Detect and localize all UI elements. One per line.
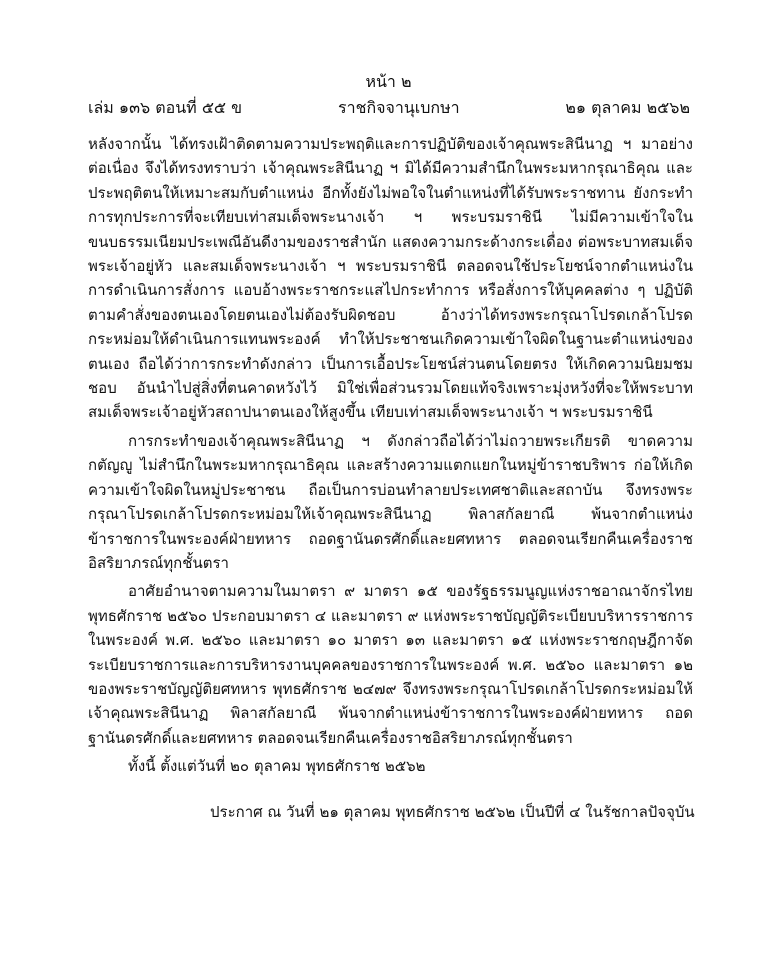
announcement-body xyxy=(88,132,693,779)
body-paragraph-2: การกระทำของเจ้าคุณพระสินีนาฏ ฯ ดังกล่าวถือได้ว่าไม่ถวายพระเกียรติ ขาดความกตัญญู ไม่สำนึกในพระมหากรุณาธิคุณ และสร้างความแตกแยกในหมู่ข้าราชบริพาร ก่อให้เกิดความเข้าใจผิดในหมู่ประชาชน ถือเป็นการบ่อนทำลายประเทศชาติและสถาบัน จึงทรงพระกรุณาโปรดเกล้าโปรดกระหม่อมให้เจ้าคุณพระสินีนาฏ พิลาสกัลยาณี พ้นจากตำแหน่งข้าราชการในพระองค์ฝ่ายทหาร ถอดฐานันดรศักดิ์และยศทหาร ตลอดจนเรียกคืนเครื่องราชอิสริยาภรณ์ทุกชั้นตรา xyxy=(88,431,693,572)
volume-issue: เล่ม ๑๓๖ ตอนที่ ๕๕ ข xyxy=(88,98,243,117)
publication-title: ราชกิจจานุเบกษา xyxy=(338,98,460,117)
body-paragraph-1: หลังจากนั้น ได้ทรงเฝ้าติดตามความประพฤติและการปฏิบัติของเจ้าคุณพระสินีนาฏ ฯ มาอย่างต่อเนื่อง จึงได้ทรงทราบว่า เจ้าคุณพระสินีนาฏ ฯ มิได้มีความสำนึกในพระมหากรุณาธิคุณ และประพฤติตนให้เหมาะสมกับตำแหน่ง อีกทั้งยังไม่พอใจในตำแหน่งที่ได้รับพระราชทาน ยังกระทำการทุกประการที่จะเทียบเท่าสมเด็จพระนางเจ้า ฯ พระบรมราชินี ไม่มีความเข้าใจในขนบธรรมเนียมประเพณีอันดีงามของราชสำนัก แสดงความกระด้างกระเดื่อง ต่อพระบาทสมเด็จพระเจ้าอยู่หัว และสมเด็จพระนางเจ้า ฯ พระบรมราชินี ตลอดจนใช้ประโยชน์จากตำแหน่งในการดำเนินการสั่งการ แอบอ้างพระราชกระแสไปกระทำการ หรือสั่งการให้บุคคลต่าง ๆ ปฏิบัติตามคำสั่งของตนเองโดยตนเองไม่ต้องรับผิดชอบ อ้างว่าได้ทรงพระกรุณาโปรดเกล้าโปรดกระหม่อมให้ดำเนินการแทนพระองค์ ทำให้ประชาชนเกิดความเข้าใจผิดในฐานะตำแหน่งของตนเอง ถือได้ว่าการกระทำดังกล่าว เป็นการเอื้อประโยชน์ส่วนตนโดยตรง ให้เกิดความนิยมชมชอบ อันนำไปสู่สิ่งที่ตนคาดหวังไว้ มิใช่เพื่อส่วนรวมโดยแท้จริงเพราะมุ่งหวังที่จะให้พระบาทสมเด็จพระเจ้าอยู่หัวสถาปนาตนเองให้สูงขึ้น เทียบเท่าสมเด็จพระนางเจ้า ฯ พระบรมราชินี xyxy=(88,135,693,422)
gazette-header xyxy=(88,96,690,120)
body-paragraph-4: ทั้งนี้ ตั้งแต่วันที่ ๒๐ ตุลาคม พุทธศักราช ๒๕๖๒ xyxy=(128,757,426,776)
proclamation-line: ประกาศ ณ วันที่ ๒๑ ตุลาคม พุทธศักราช ๒๕๖๒ เป็นปีที่ ๔ ในรัชกาลปัจจุบัน xyxy=(210,803,695,821)
publication-date: ๒๑ ตุลาคม ๒๕๖๒ xyxy=(565,98,690,117)
page-number: หน้า ๒ xyxy=(365,72,412,91)
body-paragraph-3: อาศัยอำนาจตามความในมาตรา ๙ มาตรา ๑๕ ของรัฐธรรมนูญแห่งราชอาณาจักรไทย พุทธศักราช ๒๕๖๐ ประกอบมาตรา ๔ และมาตรา ๙ แห่งพระราชบัญญัติระเบียบบริหารราชการในพระองค์ พ.ศ. ๒๕๖๐ และมาตรา ๑๐ มาตรา ๑๓ และมาตรา ๑๕ แห่งพระราชกฤษฎีกาจัดระเบียบราชการและการบริหารงานบุคคลของราชการในพระองค์ พ.ศ. ๒๕๖๐ และมาตรา ๑๒ ของพระราชบัญญัติยศทหาร พุทธศักราช ๒๔๗๙ จึงทรงพระกรุณาโปรดเกล้าโปรดกระหม่อมให้เจ้าคุณพระสินีนาฏ พิลาสกัลยาณี พ้นจากตำแหน่งข้าราชการในพระองค์ฝ่ายทหาร ถอดฐานันดรศักดิ์และยศทหาร ตลอดจนเรียกคืนเครื่องราชอิสริยาภรณ์ทุกชั้นตรา xyxy=(88,582,693,747)
